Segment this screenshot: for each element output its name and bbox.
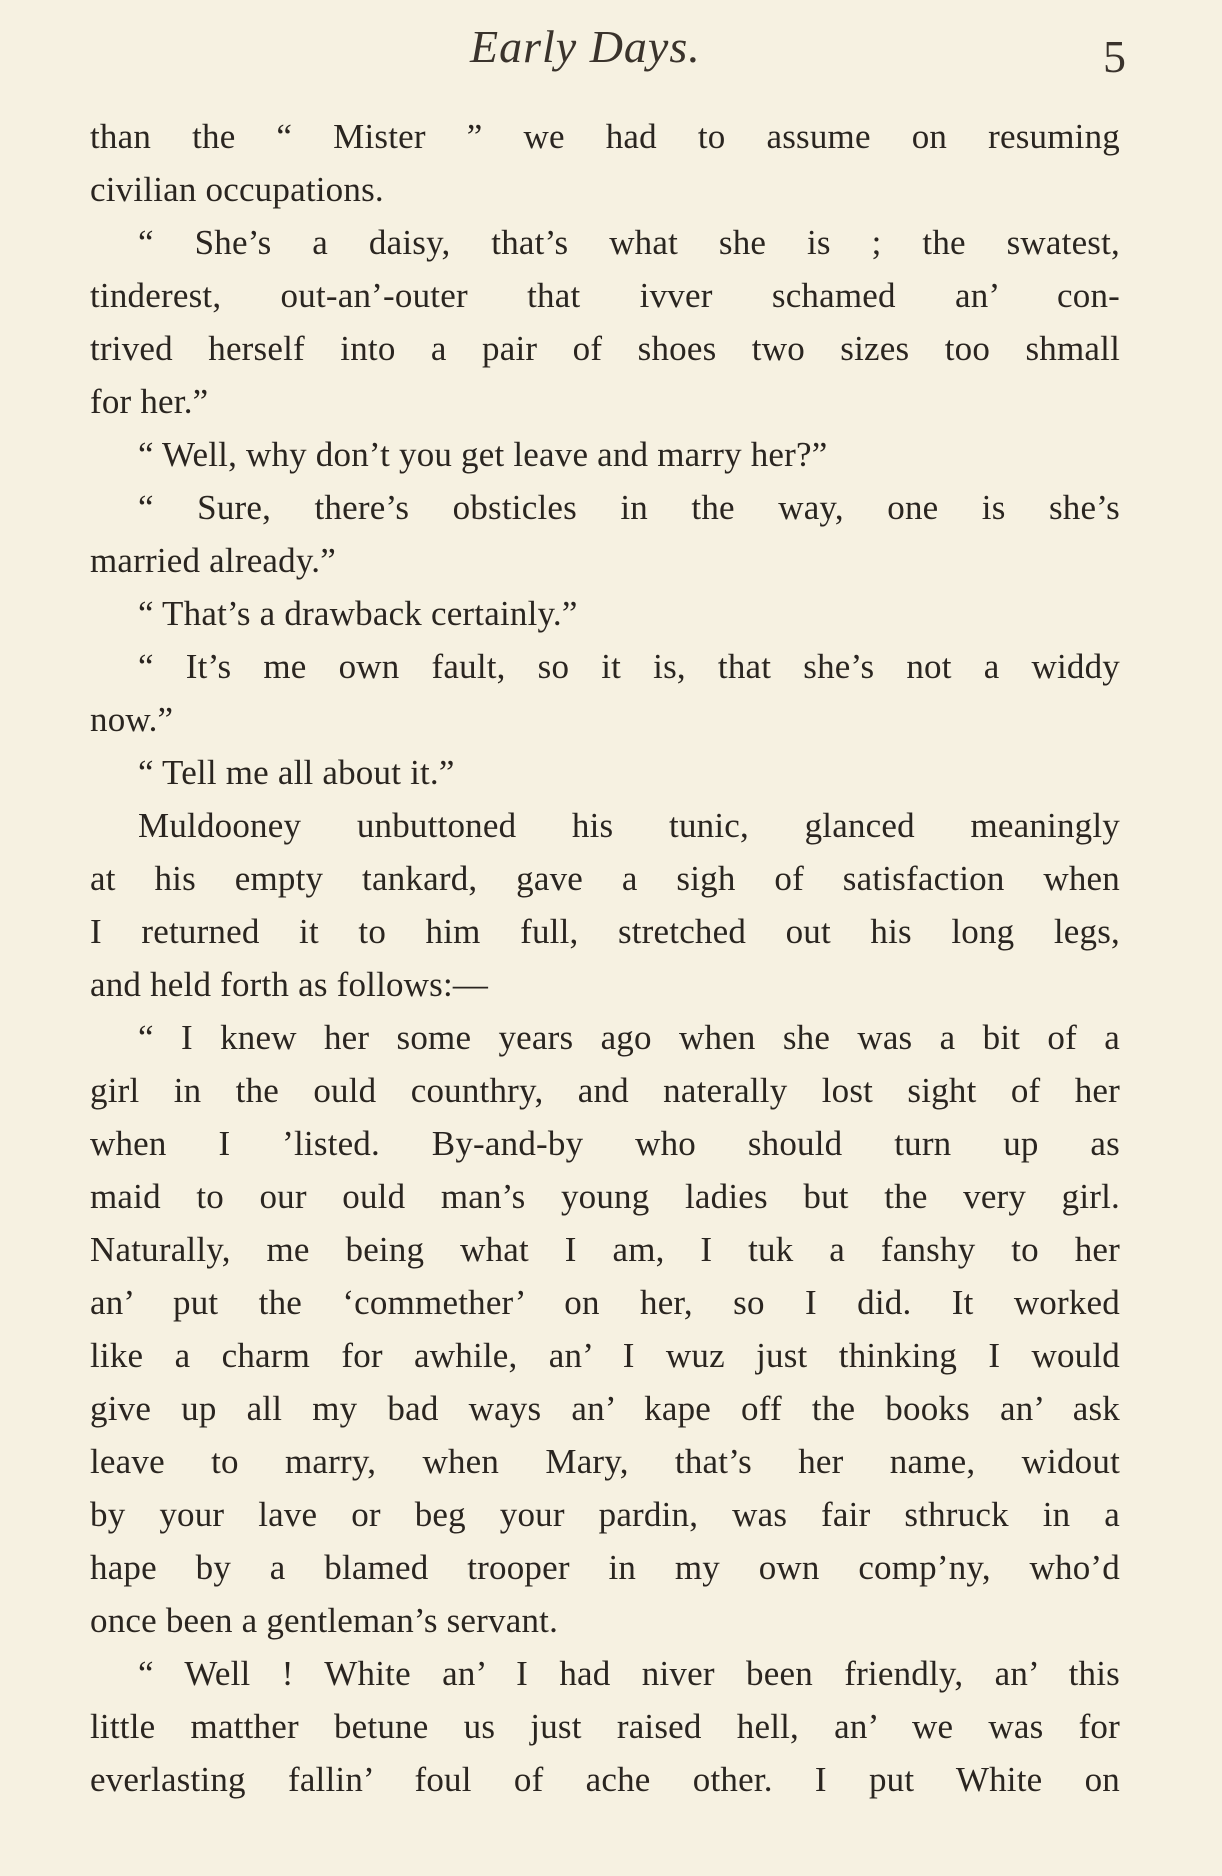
text-line: hape by a blamed trooper in my own comp’ny, who’d bbox=[90, 1548, 1120, 1587]
text-line: “ That’s a drawback certainly.” bbox=[138, 594, 578, 633]
text-line: I returned it to him full, stretched out his long legs, bbox=[90, 912, 1120, 951]
page-number: 5 bbox=[1103, 31, 1126, 82]
text-line: “ Well, why don’t you get leave and marry her?” bbox=[138, 435, 828, 474]
text-line: married already.” bbox=[90, 541, 336, 580]
text-line: maid to our ould man’s young ladies but the very girl. bbox=[90, 1177, 1120, 1216]
text-line: at his empty tankard, gave a sigh of satisfaction when bbox=[90, 859, 1120, 898]
text-line: Naturally, me being what I am, I tuk a fanshy to her bbox=[90, 1230, 1120, 1269]
text-line: tinderest, out-an’-outer that ivver schamed an’ con- bbox=[90, 276, 1120, 315]
text-line: everlasting fallin’ foul of ache other. I put White on bbox=[90, 1760, 1120, 1799]
text-line: like a charm for awhile, an’ I wuz just thinking I would bbox=[90, 1336, 1120, 1375]
text-line: for her.” bbox=[90, 382, 209, 421]
text-line: when I ’listed. By-and-by who should turn up as bbox=[90, 1124, 1120, 1163]
text-line: once been a gentleman’s servant. bbox=[90, 1601, 559, 1640]
text-line: “ I knew her some years ago when she was a bit of a bbox=[138, 1018, 1120, 1057]
text-line: than the “ Mister ” we had to assume on resuming bbox=[90, 117, 1120, 156]
text-line: “ She’s a daisy, that’s what she is ; the swatest, bbox=[138, 223, 1120, 262]
text-line: an’ put the ‘commether’ on her, so I did. It worked bbox=[90, 1283, 1120, 1322]
text-line: girl in the ould counthry, and naterally lost sight of her bbox=[90, 1071, 1120, 1110]
text-line: “ Well ! White an’ I had niver been friendly, an’ this bbox=[138, 1654, 1120, 1693]
text-line: trived herself into a pair of shoes two sizes too shmall bbox=[90, 329, 1120, 368]
running-head-title: Early Days. bbox=[470, 21, 701, 72]
text-line: by your lave or beg your pardin, was fair sthruck in a bbox=[90, 1495, 1120, 1534]
text-line: Muldooney unbuttoned his tunic, glanced meaningly bbox=[138, 806, 1120, 845]
running-head bbox=[0, 20, 1222, 90]
text-line: now.” bbox=[90, 700, 174, 739]
text-line: “ Sure, there’s obsticles in the way, one is she’s bbox=[138, 488, 1120, 527]
text-line: give up all my bad ways an’ kape off the books an’ ask bbox=[90, 1389, 1120, 1428]
text-line: “ Tell me all about it.” bbox=[138, 753, 455, 792]
body-text bbox=[90, 110, 1120, 1806]
text-line: “ It’s me own fault, so it is, that she’s not a widdy bbox=[138, 647, 1120, 686]
text-line: leave to marry, when Mary, that’s her name, widout bbox=[90, 1442, 1120, 1481]
text-line: civilian occupations. bbox=[90, 170, 384, 209]
text-line: little matther betune us just raised hell, an’ we was for bbox=[90, 1707, 1120, 1746]
text-line: and held forth as follows:— bbox=[90, 965, 489, 1004]
